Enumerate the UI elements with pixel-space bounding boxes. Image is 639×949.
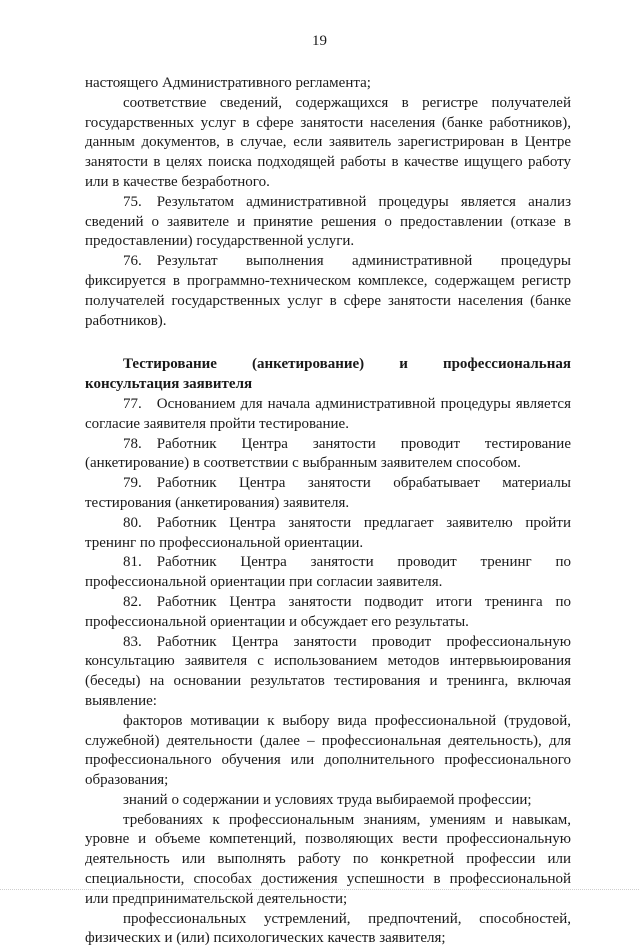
section-gap <box>85 331 571 355</box>
list-item: факторов мотивации к выбору вида профессиональной (трудовой, служебной) деятельности (далее – профессиональная деятельность), для профессионального обучения или дополнительного профессионального образования; <box>85 712 571 789</box>
paragraph-80: 80. Работник Центра занятости предлагает заявителю пройти тренинг по профессиональной ориентации. <box>85 514 571 551</box>
paragraph-76: 76. Результат выполнения административной процедуры фиксируется в программно-техническом комплексе, содержащем регистр получателей государственных услуг в сфере занятости населения (банке работников). <box>85 253 571 329</box>
scan-edge-line <box>0 889 639 891</box>
section-heading-line-1: Тестирование (анкетирование) и профессиональная <box>123 356 571 373</box>
list-item: знаний о содержании и условиях труда выбираемой профессии; <box>123 791 532 808</box>
document-body <box>85 74 571 949</box>
paragraph-82: 82. Работник Центра занятости подводит итоги тренинга по профессиональной ориентации и обсуждает его результаты. <box>85 593 571 630</box>
section-heading-line-2: консультация заявителя <box>85 376 253 393</box>
paragraph-78: 78. Работник Центра занятости проводит тестирование (анкетирование) в соответствии с выбранным заявителем способом. <box>85 435 571 472</box>
paragraph-75: 75. Результатом административной процедуры является анализ сведений о заявителе и принятие решения о предоставлении (отказе в предоставлении) государственной услуги. <box>85 193 571 250</box>
list-item: требованиях к профессиональным знаниям, умениям и навыкам, уровне и объеме компетенций, позволяющих вести профессиональную деятельность или выполнять работу по конкретной профессии или специальности, способах достижения успешности в профессиональной или предпринимательской деятельности; <box>85 811 571 907</box>
paragraph: соответствие сведений, содержащихся в регистре получателей государственных услуг в сфере занятости населения (банке работников), данным документов, в случае, если заявитель зарегистрирован в Центре занятости в целях поиска подходящей работы в качестве ищущего работу или в качестве безработного. <box>85 94 571 190</box>
list-item: профессиональных устремлений, предпочтений, способностей, физических и (или) психологических качеств заявителя; <box>85 910 571 947</box>
paragraph-77: 77. Основанием для начала административной процедуры является согласие заявителя пройти тестирование. <box>85 395 571 432</box>
paragraph-81: 81. Работник Центра занятости проводит тренинг по профессиональной ориентации при согласии заявителя. <box>85 554 571 591</box>
page-number: 19 <box>312 33 327 49</box>
paragraph-79: 79. Работник Центра занятости обрабатывает материалы тестирования (анкетирования) заявителя. <box>85 475 571 511</box>
paragraph-83: 83. Работник Центра занятости проводит профессиональную консультацию заявителя с использованием методов интервьюирования (беседы) на основании результатов тестирования и тренинга, включая выявление: <box>85 633 571 709</box>
paragraph: настоящего Административного регламента; <box>85 75 371 91</box>
